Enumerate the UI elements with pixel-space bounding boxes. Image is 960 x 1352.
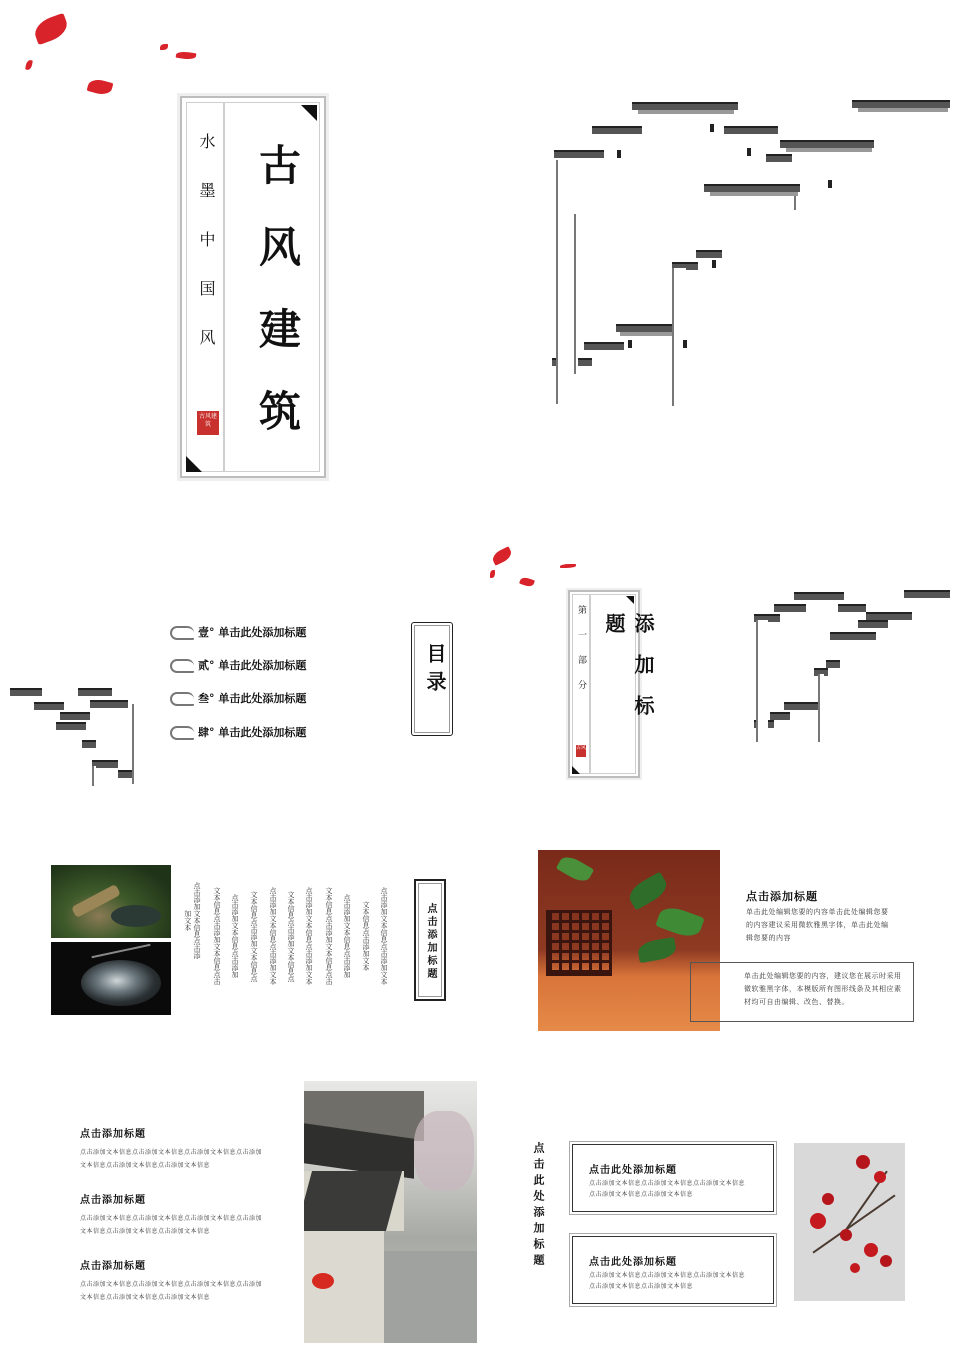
box-line: 点击添加文本信息点击添加文本信息 bbox=[589, 1191, 694, 1198]
section-title-panel bbox=[590, 594, 655, 774]
box-title: 点击此处添加标题 bbox=[589, 1257, 677, 1268]
cover-subtitle-panel bbox=[186, 102, 224, 472]
slide7-vertical-title: 点击此处添加标题 bbox=[532, 1142, 545, 1270]
vertical-text-column: 文本信息点击添加文本信息点 bbox=[287, 890, 295, 982]
block-line: 文本信息点击添加文本信息点击添加文本信息 bbox=[80, 1294, 211, 1301]
cloud-icon bbox=[170, 726, 194, 740]
corner-ornament bbox=[301, 105, 317, 121]
toc-heading: 目录 bbox=[423, 643, 447, 699]
stone-basin-photo bbox=[51, 942, 171, 1015]
content-box bbox=[572, 1236, 774, 1304]
corner-ornament bbox=[626, 596, 634, 604]
corner-ornament bbox=[186, 456, 202, 472]
section-title-card bbox=[568, 590, 655, 778]
toc-item[interactable]: 壹° 单击此处添加标题 bbox=[170, 624, 306, 640]
petal-decoration bbox=[31, 13, 70, 45]
vertical-text-column: 点击添加文本信息点击添加 bbox=[231, 894, 239, 978]
section-part-panel bbox=[572, 594, 590, 774]
toc-heading-frame bbox=[411, 622, 453, 736]
cover-subtitle: 水墨中国风 bbox=[197, 133, 216, 378]
box-title: 点击此处添加标题 bbox=[589, 1165, 677, 1176]
corner-ornament bbox=[572, 766, 580, 774]
text-block bbox=[80, 1257, 290, 1304]
slide4-title-frame bbox=[414, 879, 446, 1001]
bamboo-water-photo bbox=[51, 865, 171, 938]
cover-seal: 古风建筑 bbox=[197, 411, 219, 435]
vertical-text-column: 文本信息点击添加文本 bbox=[362, 901, 370, 971]
section-seal: 古风 bbox=[576, 745, 586, 757]
petal-decoration bbox=[490, 570, 495, 578]
slide5-text-1: 单击此处编辑您要的内容单击此处编辑您要的内容建议采用微软雅黑字体，单击此处编辑您要的内容 bbox=[746, 908, 889, 942]
box-line: 点击添加文本信息点击添加文本信息点击添加文本信息 bbox=[589, 1272, 746, 1279]
vertical-text-column: 点击添加文本信息点击添加文本 bbox=[305, 887, 313, 985]
cover-title-panel bbox=[224, 102, 320, 472]
petal-decoration bbox=[160, 44, 168, 50]
section-title: 添加标题 bbox=[602, 613, 655, 736]
box-line: 点击添加文本信息点击添加文本信息点击添加文本信息 bbox=[589, 1180, 746, 1187]
block-line: 文本信息点击添加文本信息点击添加文本信息 bbox=[80, 1162, 211, 1169]
vertical-text-column: 点击添加文本信息点击添加文本 bbox=[183, 881, 201, 959]
block-line: 点击添加文本信息点击添加文本信息点击添加文本信息点击添加 bbox=[80, 1215, 263, 1222]
toc-item[interactable]: 叁° 单击此处添加标题 bbox=[170, 690, 306, 706]
vertical-text-column: 文本信息点击添加文本信息点击 bbox=[325, 887, 333, 985]
petal-decoration bbox=[519, 576, 535, 588]
block-title: 点击添加标题 bbox=[80, 1129, 146, 1140]
vertical-text-column: 文本信息点击添加文本信息点击 bbox=[213, 887, 221, 985]
petal-decoration bbox=[176, 51, 197, 61]
cloud-icon bbox=[170, 692, 194, 706]
vertical-text-column: 点击添加文本信息点击添加文本 bbox=[380, 887, 388, 985]
cover-title-card bbox=[180, 96, 326, 478]
box-line: 点击添加文本信息点击添加文本信息 bbox=[589, 1283, 694, 1290]
cloud-icon bbox=[170, 659, 194, 673]
text-block bbox=[80, 1191, 290, 1238]
cover-title: 古风建筑 bbox=[253, 143, 302, 471]
block-line: 点击添加文本信息点击添加文本信息点击添加文本信息点击添加 bbox=[80, 1281, 263, 1288]
vertical-text-column: 点击添加文本信息点击添加文本 bbox=[269, 887, 277, 985]
petal-decoration bbox=[490, 546, 513, 565]
slide5-text-2: 单击此处编辑您要的内容，建议您在展示时采用微软雅黑字体，本模版所有图形线条及其相应素材均可自由编辑、改色、替换。 bbox=[744, 972, 902, 1006]
red-berries-photo bbox=[794, 1143, 905, 1301]
toc-item[interactable]: 贰° 单击此处添加标题 bbox=[170, 657, 306, 673]
block-title: 点击添加标题 bbox=[80, 1195, 146, 1206]
vertical-text-column: 点击添加文本信息点击添加 bbox=[343, 894, 351, 978]
block-line: 点击添加文本信息点击添加文本信息点击添加文本信息点击添加 bbox=[80, 1149, 263, 1156]
content-box bbox=[572, 1144, 774, 1212]
block-title: 点击添加标题 bbox=[80, 1261, 146, 1272]
slide5-title: 点击添加标题 bbox=[746, 890, 818, 903]
water-village-photo bbox=[304, 1081, 477, 1343]
section-part-label: 第一部分 bbox=[576, 605, 586, 705]
vertical-text-column: 文本信息点击添加文本信息点 bbox=[250, 890, 258, 982]
block-line: 文本信息点击添加文本信息点击添加文本信息 bbox=[80, 1228, 211, 1235]
cloud-icon bbox=[170, 626, 194, 640]
slide4-title: 点击添加标题 bbox=[425, 903, 436, 981]
toc-item[interactable]: 肆° 单击此处添加标题 bbox=[170, 724, 306, 740]
petal-decoration bbox=[560, 564, 576, 568]
text-block bbox=[80, 1125, 290, 1172]
petal-decoration bbox=[25, 60, 33, 71]
petal-decoration bbox=[87, 77, 114, 97]
